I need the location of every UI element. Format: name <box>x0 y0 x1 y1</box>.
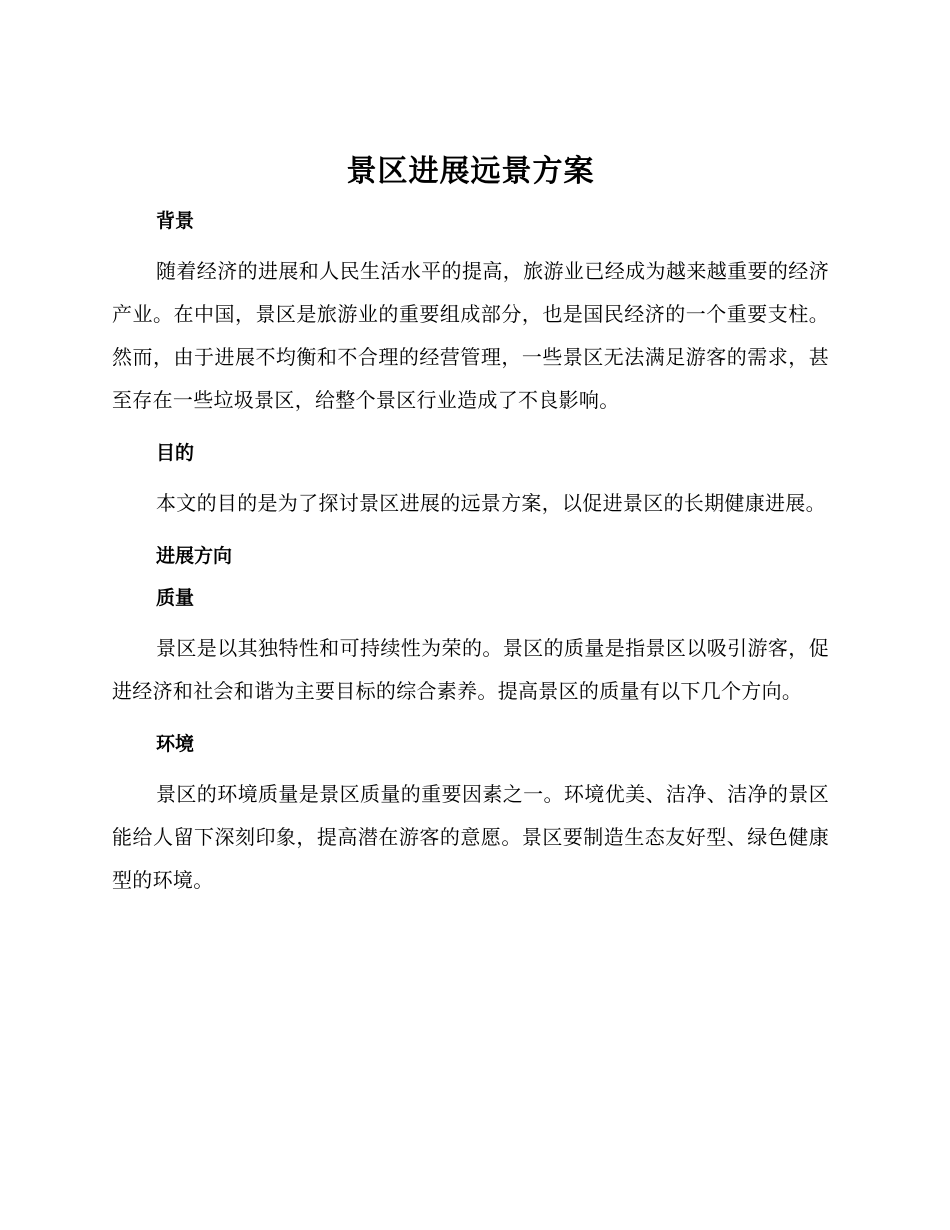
document-title: 景区进展远景方案 <box>346 154 595 189</box>
section-paragraph-environment: 景区的环境质量是景区质量的重要因素之一。环境优美、洁净、洁净的景区能给人留下深刻印象，提高潜在游客的意愿。景区要制造生态友好型、绿色健康型的环境。 <box>112 782 829 892</box>
section-heading-direction: 进展方向 <box>156 545 233 567</box>
section-heading-background: 背景 <box>156 210 195 232</box>
section-heading-quality: 质量 <box>156 587 195 609</box>
section-heading-purpose: 目的 <box>156 442 195 464</box>
document-body <box>112 148 829 920</box>
section-paragraph-background: 随着经济的进展和人民生活水平的提高，旅游业已经成为越来越重要的经济产业。在中国，景区是旅游业的重要组成部分，也是国民经济的一个重要支柱。然而，由于进展不均衡和不合理的经营管理，一些景区无法满足游客的需求，甚至存在一些垃圾景区，给整个景区行业造成了不良影响。 <box>112 259 829 412</box>
section-paragraph-quality: 景区是以其独特性和可持续性为荣的。景区的质量是指景区以吸引游客，促进经济和社会和谐为主要目标的综合素养。提高景区的质量有以下几个方向。 <box>112 636 829 703</box>
section-paragraph-purpose: 本文的目的是为了探讨景区进展的远景方案，以促进景区的长期健康进展。 <box>156 491 826 515</box>
section-heading-environment: 环境 <box>156 733 195 755</box>
